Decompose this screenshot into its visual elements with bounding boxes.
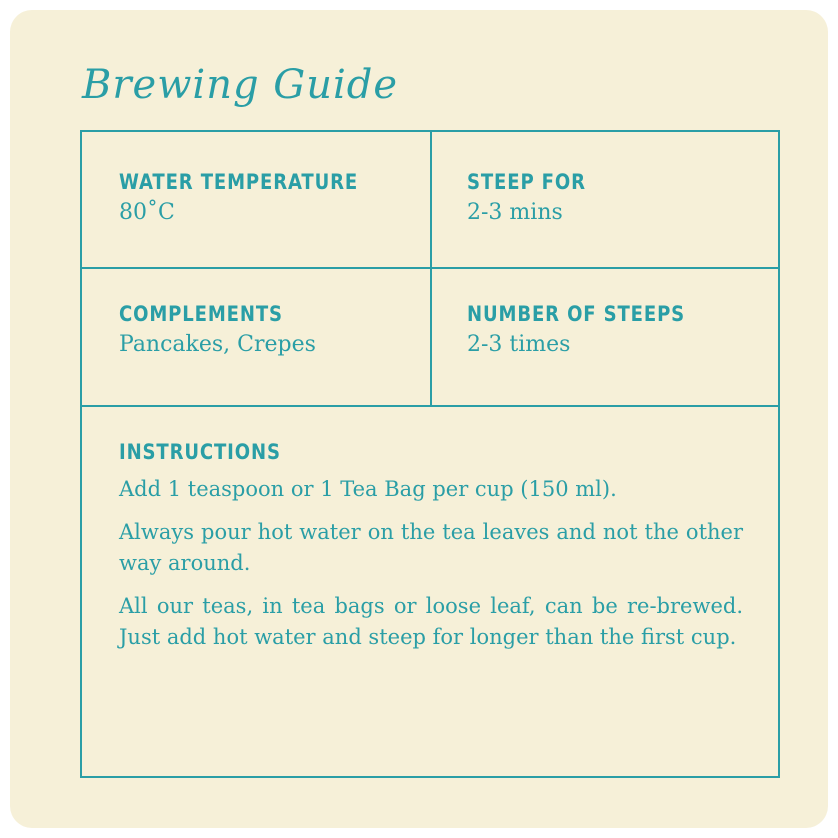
complements-value: Pancakes, Crepes xyxy=(119,332,316,357)
steep-for-value: 2-3 mins xyxy=(467,200,563,225)
brewing-guide-card xyxy=(10,10,828,828)
instruction-paragraph: Always pour hot water on the tea leaves and not the other way around. xyxy=(119,520,743,575)
water-temperature-label: WATER TEMPERATURE xyxy=(119,170,359,194)
complements-cell xyxy=(119,302,316,357)
page-title: Brewing Guide xyxy=(82,62,399,108)
water-temperature-value: 80˚C xyxy=(119,200,175,225)
brewing-info-table xyxy=(80,130,780,778)
water-temperature-cell xyxy=(119,170,397,225)
row-divider-1 xyxy=(82,267,778,269)
column-divider xyxy=(430,132,432,407)
number-of-steeps-label: NUMBER OF STEEPS xyxy=(467,302,686,326)
instruction-paragraph: Add 1 teaspoon or 1 Tea Bag per cup (150 ml). xyxy=(119,477,617,501)
steep-for-label: STEEP FOR xyxy=(467,170,586,194)
row-divider-2 xyxy=(82,405,778,407)
instructions-label: INSTRUCTIONS xyxy=(119,440,281,464)
instruction-paragraph: All our teas, in tea bags or loose leaf, can be re-brewed. Just add hot water and steep for longer than the first cup. xyxy=(119,594,743,649)
number-of-steeps-cell xyxy=(467,302,721,357)
instructions-section xyxy=(119,440,743,665)
steep-for-cell xyxy=(467,170,605,225)
number-of-steeps-value: 2-3 times xyxy=(467,332,571,357)
complements-label: COMPLEMENTS xyxy=(119,302,283,326)
